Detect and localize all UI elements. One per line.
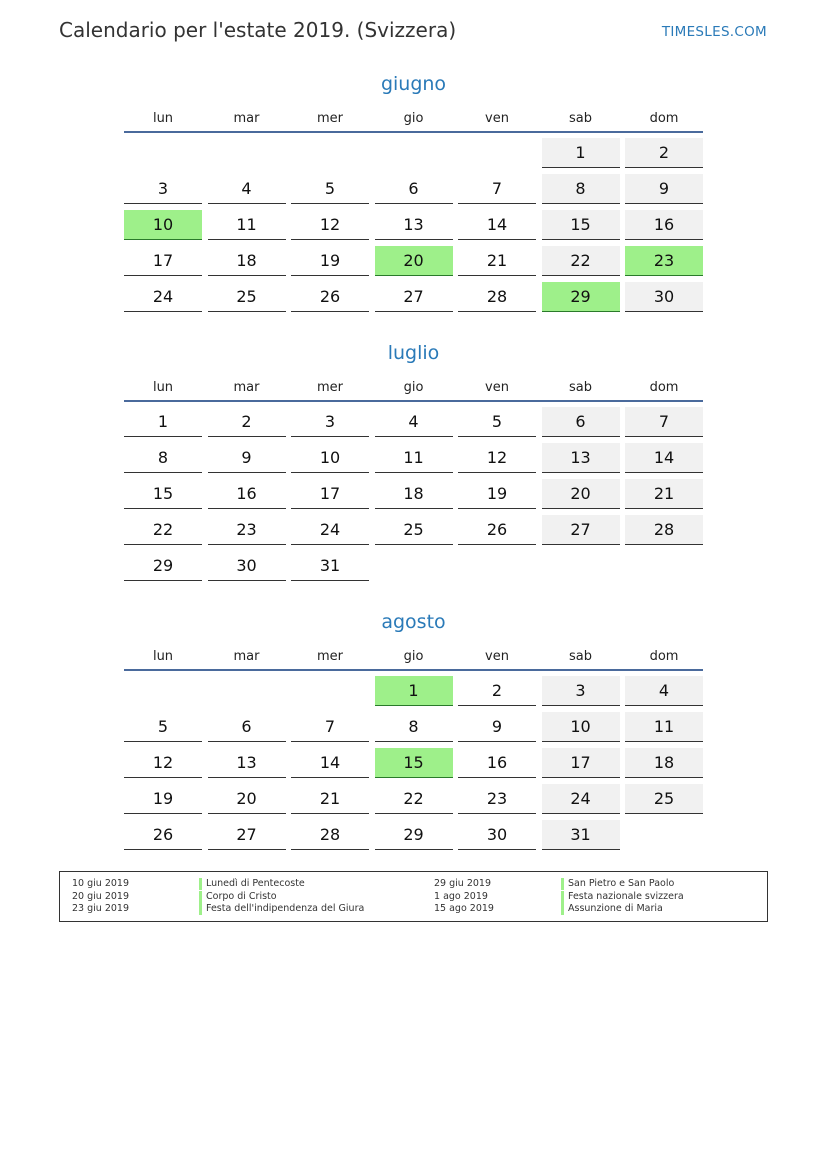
- weekday-label: mar: [233, 111, 260, 126]
- holiday-day-cell: 29: [542, 282, 620, 312]
- weekday-label: dom: [649, 111, 679, 126]
- day-cell: 1: [542, 138, 620, 168]
- legend-color-marker: [199, 878, 202, 890]
- week-row: [124, 712, 703, 748]
- legend-item: [422, 878, 762, 890]
- day-cell: 2: [458, 676, 536, 706]
- weekday-label: ven: [485, 649, 509, 664]
- legend-color-marker: [199, 903, 202, 915]
- day-cell: 22: [375, 784, 453, 814]
- holiday-day-cell: 23: [625, 246, 703, 276]
- weekday-label: lun: [152, 380, 174, 395]
- day-cell: 24: [291, 515, 369, 545]
- day-cell: 17: [542, 748, 620, 778]
- week-row: [124, 820, 703, 856]
- legend-holiday-name: Lunedì di Pentecoste: [206, 878, 305, 889]
- day-cell: 20: [208, 784, 286, 814]
- weekday-label: ven: [485, 380, 509, 395]
- weekday-label: mar: [233, 649, 260, 664]
- day-cell: 6: [208, 712, 286, 742]
- legend-holiday-name: Corpo di Cristo: [206, 890, 277, 902]
- legend-date: 29 giu 2019: [434, 878, 491, 889]
- day-cell: 5: [458, 407, 536, 437]
- day-cell: 29: [375, 820, 453, 850]
- legend-holiday-name: Festa dell'indipendenza del Giura: [206, 903, 365, 914]
- weekday-label: sab: [569, 111, 592, 126]
- empty-day-cell: [208, 676, 286, 706]
- week-row: [124, 138, 703, 174]
- month-title: luglio: [387, 342, 440, 364]
- day-cell: 31: [291, 551, 369, 581]
- weekday-label: dom: [649, 380, 679, 395]
- day-cell: 8: [124, 443, 202, 473]
- day-cell: 13: [375, 210, 453, 240]
- day-cell: 22: [124, 515, 202, 545]
- day-cell: 19: [124, 784, 202, 814]
- empty-day-cell: [291, 676, 369, 706]
- month-agosto: [124, 608, 703, 856]
- day-cell: 27: [375, 282, 453, 312]
- day-cell: 18: [625, 748, 703, 778]
- day-cell: 31: [542, 820, 620, 850]
- day-cell: 21: [291, 784, 369, 814]
- legend-item: [422, 903, 762, 915]
- weekday-header: [124, 644, 703, 671]
- day-cell: 26: [458, 515, 536, 545]
- legend-color-marker: [199, 891, 202, 903]
- legend-date: 20 giu 2019: [72, 890, 129, 902]
- page-title: Calendario per l'estate 2019. (Svizzera): [59, 18, 457, 42]
- week-row: [124, 246, 703, 282]
- day-cell: 30: [208, 551, 286, 581]
- day-cell: 13: [542, 443, 620, 473]
- weekday-label: ven: [485, 111, 509, 126]
- day-cell: 19: [291, 246, 369, 276]
- legend-item: [60, 878, 400, 890]
- site-link[interactable]: TIMESLES.COM: [661, 24, 767, 40]
- legend-holiday-name: Assunzione di Maria: [568, 903, 663, 914]
- day-cell: 30: [625, 282, 703, 312]
- day-cell: 19: [458, 479, 536, 509]
- day-cell: 28: [291, 820, 369, 850]
- day-cell: 9: [625, 174, 703, 204]
- empty-day-cell: [458, 138, 536, 168]
- legend-color-marker: [561, 891, 564, 903]
- day-cell: 11: [375, 443, 453, 473]
- weekday-label: dom: [649, 649, 679, 664]
- legend-holiday-name: San Pietro e San Paolo: [568, 878, 675, 889]
- week-row: [124, 676, 703, 712]
- day-cell: 5: [291, 174, 369, 204]
- day-cell: 16: [458, 748, 536, 778]
- day-cell: 18: [208, 246, 286, 276]
- day-cell: 28: [625, 515, 703, 545]
- week-row: [124, 210, 703, 246]
- day-cell: 15: [542, 210, 620, 240]
- day-cell: 24: [124, 282, 202, 312]
- day-cell: 4: [625, 676, 703, 706]
- day-cell: 14: [625, 443, 703, 473]
- legend-date: 15 ago 2019: [434, 903, 494, 914]
- day-cell: 7: [625, 407, 703, 437]
- day-cell: 27: [542, 515, 620, 545]
- legend-color-marker: [561, 878, 564, 890]
- empty-day-cell: [625, 551, 703, 581]
- weekday-label: mar: [233, 380, 260, 395]
- week-row: [124, 748, 703, 784]
- day-cell: 23: [458, 784, 536, 814]
- weekday-header: [124, 106, 703, 133]
- day-cell: 25: [375, 515, 453, 545]
- day-cell: 8: [542, 174, 620, 204]
- day-cell: 26: [291, 282, 369, 312]
- day-cell: 6: [375, 174, 453, 204]
- day-cell: 2: [208, 407, 286, 437]
- empty-day-cell: [625, 820, 703, 850]
- holiday-day-cell: 20: [375, 246, 453, 276]
- holiday-legend: [59, 871, 768, 922]
- legend-date: 23 giu 2019: [72, 903, 129, 914]
- weekday-header: [124, 375, 703, 402]
- weekday-label: gio: [403, 380, 424, 395]
- day-cell: 1: [124, 407, 202, 437]
- empty-day-cell: [124, 138, 202, 168]
- holiday-day-cell: 1: [375, 676, 453, 706]
- day-cell: 7: [458, 174, 536, 204]
- day-cell: 2: [625, 138, 703, 168]
- day-cell: 29: [124, 551, 202, 581]
- day-cell: 11: [625, 712, 703, 742]
- day-cell: 23: [208, 515, 286, 545]
- month-title: giugno: [380, 73, 447, 95]
- weekday-label: lun: [152, 649, 174, 664]
- weekday-label: mer: [316, 649, 343, 664]
- weekday-label: mer: [316, 111, 343, 126]
- legend-color-marker: [561, 903, 564, 915]
- day-cell: 8: [375, 712, 453, 742]
- day-cell: 4: [375, 407, 453, 437]
- day-cell: 4: [208, 174, 286, 204]
- day-cell: 9: [208, 443, 286, 473]
- weekday-label: gio: [403, 111, 424, 126]
- day-cell: 7: [291, 712, 369, 742]
- month-luglio: [124, 339, 703, 587]
- day-cell: 28: [458, 282, 536, 312]
- day-cell: 14: [458, 210, 536, 240]
- weekday-label: sab: [569, 380, 592, 395]
- day-cell: 12: [291, 210, 369, 240]
- legend-date: 1 ago 2019: [434, 890, 488, 902]
- weekday-label: mer: [316, 380, 343, 395]
- day-cell: 9: [458, 712, 536, 742]
- day-cell: 20: [542, 479, 620, 509]
- day-cell: 3: [542, 676, 620, 706]
- holiday-day-cell: 10: [124, 210, 202, 240]
- month-title: agosto: [381, 611, 446, 633]
- empty-day-cell: [208, 138, 286, 168]
- week-row: [124, 479, 703, 515]
- legend-date: 10 giu 2019: [72, 878, 129, 889]
- day-cell: 5: [124, 712, 202, 742]
- legend-item: [422, 891, 762, 903]
- week-row: [124, 407, 703, 443]
- empty-day-cell: [375, 138, 453, 168]
- day-cell: 15: [124, 479, 202, 509]
- weekday-label: sab: [569, 649, 592, 664]
- week-row: [124, 282, 703, 318]
- day-cell: 24: [542, 784, 620, 814]
- day-cell: 12: [124, 748, 202, 778]
- weekday-label: gio: [403, 649, 424, 664]
- day-cell: 25: [625, 784, 703, 814]
- day-cell: 13: [208, 748, 286, 778]
- day-cell: 12: [458, 443, 536, 473]
- empty-day-cell: [542, 551, 620, 581]
- weekday-label: lun: [152, 111, 174, 126]
- day-cell: 10: [542, 712, 620, 742]
- legend-holiday-name: Festa nazionale svizzera: [568, 890, 684, 902]
- week-row: [124, 443, 703, 479]
- empty-day-cell: [375, 551, 453, 581]
- day-cell: 17: [291, 479, 369, 509]
- day-cell: 16: [625, 210, 703, 240]
- holiday-day-cell: 15: [375, 748, 453, 778]
- month-giugno: [124, 70, 703, 318]
- day-cell: 21: [625, 479, 703, 509]
- day-cell: 10: [291, 443, 369, 473]
- day-cell: 14: [291, 748, 369, 778]
- day-cell: 11: [208, 210, 286, 240]
- empty-day-cell: [124, 676, 202, 706]
- day-cell: 6: [542, 407, 620, 437]
- day-cell: 22: [542, 246, 620, 276]
- day-cell: 3: [291, 407, 369, 437]
- week-row: [124, 174, 703, 210]
- empty-day-cell: [291, 138, 369, 168]
- day-cell: 25: [208, 282, 286, 312]
- day-cell: 21: [458, 246, 536, 276]
- day-cell: 16: [208, 479, 286, 509]
- week-row: [124, 551, 703, 587]
- day-cell: 26: [124, 820, 202, 850]
- legend-item: [60, 891, 400, 903]
- day-cell: 27: [208, 820, 286, 850]
- day-cell: 17: [124, 246, 202, 276]
- day-cell: 3: [124, 174, 202, 204]
- legend-item: [60, 903, 400, 915]
- week-row: [124, 784, 703, 820]
- empty-day-cell: [458, 551, 536, 581]
- week-row: [124, 515, 703, 551]
- day-cell: 30: [458, 820, 536, 850]
- day-cell: 18: [375, 479, 453, 509]
